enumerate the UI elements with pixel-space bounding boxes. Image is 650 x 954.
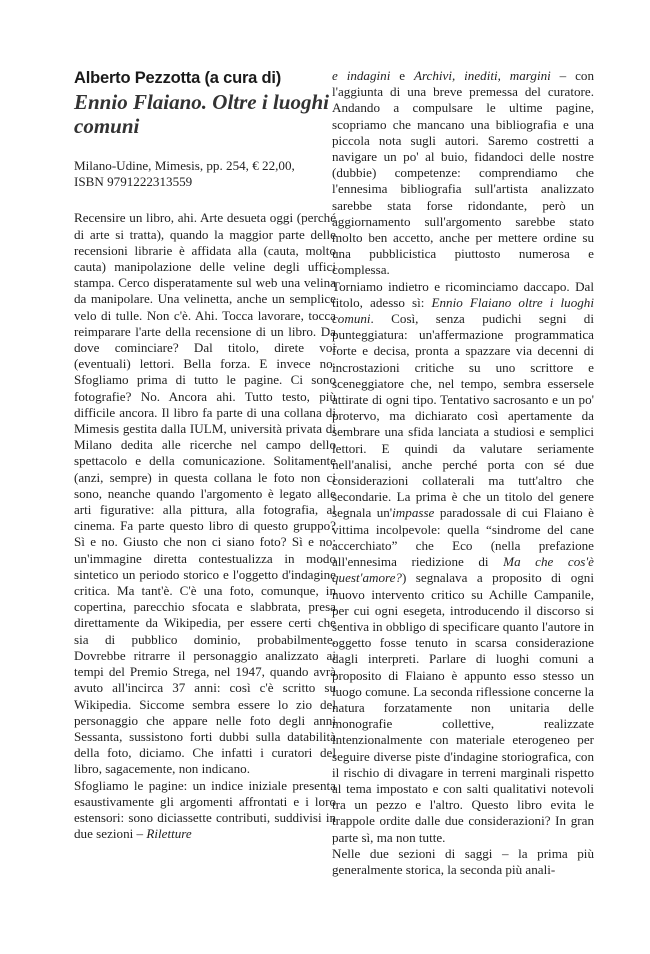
isbn-line: ISBN 9791222313559 bbox=[74, 174, 193, 190]
book-title: Ennio Flaiano. Oltre i luoghi comuni bbox=[74, 90, 329, 138]
book-author: Alberto Pezzotta (a cura di) bbox=[74, 69, 282, 87]
left-body bbox=[74, 210, 336, 842]
paragraph-4: Nelle due sezioni di saggi – la prima più generalmente storica, la seconda più anali- bbox=[332, 845, 594, 877]
impasse-term: impasse bbox=[392, 505, 435, 521]
book-title-inline: Ennio Flaiano oltre i luoghi comuni bbox=[332, 294, 594, 327]
paragraph-1: Recensire un libro, ahi. Arte desueta oggi (perché di arte si tratta), quando la maggior parte delle recensioni librarie è affidata alla (cauta, molto cauta) manipolazione delle veline degli uffici stampa. Cerco disperatamente sul web una velina da manipolare. Una velinetta, anche un semplice velo di tulle. Non c'è. Ahi. Tocca lavorare, tocca reimparare l'arte della recensione di un libro. Da dove cominciare? Dal titolo, direte voi (eventuali) lettori. Bella forza. E invece no. Sfogliamo prima di tutto le pagine. Ci sono fotografie? No. Ancora ahi. Tutto testo, più difficile ancora. Il libro fa parte di una collana di Mimesis gestita dalla IULM, università privata di Milano dedita alle ricerche nel campo dello spettacolo e della comunicazione. Solitamente (anzi, sempre) in questa collana le foto non ci sono, neanche quando l'argomento è legato alle arti figurative: alla pittura, alla fotografia, al cinema. Fa parte questo libro di questo gruppo? Sì e no. Giusto che non ci siano foto? Sì e no: un'immagine diretta contestualizza in modo sintetico un periodo storico e l'oggetto d'indagine critica. Ma tant'è. C'è una foto, comunque, in copertina, parecchio sfocata e slabbrata, presa direttamente da Wikipedia, per essere certi che sia di pubblico dominio, probabilmente. Dovrebbe ritrarre il personaggio analizzato ai tempi del Premio Strega, nel 1947, quando avrà avuto all'incirca 37 anni: così c'è scritto su Wikipedia. Siccome sembra essere lo zio del personaggio che appare nelle foto degli anni Sessanta, sussistono forti dubbi sulla databilità della foto, diciamo. Che infatti i curatori del libro, sagacemente, non indicano. bbox=[74, 210, 336, 777]
publication-info bbox=[74, 158, 336, 190]
section-title-1-cont: e indagini bbox=[332, 68, 391, 83]
publisher-line: Milano-Udine, Mimesis, pp. 254, € 22,00, bbox=[74, 158, 295, 173]
cited-title: Ma che cos'è quest'amore? bbox=[332, 554, 594, 586]
paragraph-2: Sfogliamo le pagine: un indice iniziale presenta esaustivamente gli argomenti affrontati e i loro estensori: sono diciassette contributi, suddivisi in due sezioni – Riletture bbox=[74, 777, 336, 842]
right-column bbox=[332, 68, 594, 878]
paragraph-2-continued: e indagini e Archivi, inediti, margini – con l'aggiunta di una breve premessa del curatore. Andando a compulsare le ultime pagine, scopriamo che mancano una bibliografia e una piccola nota sugli autori. Saremo costretti a navigare un po' al buio, fidandoci delle nostre (dubbie) competenze: comprendiamo che l'ennesima bibliografia sull'artista analizzato sarebbe stata forse ridondante, però un aggiornamento sull'argomento sarebbe stato molto ben accetto, anche per mettere ordine su una pubblicistica piuttosto numerosa e complessa. bbox=[332, 68, 595, 278]
paragraph-3: Torniamo indietro e ricominciamo daccapo. Dal titolo, adesso sì: Ennio Flaiano oltre i luoghi comuni. Così, senza pudichi segni di punteggiatura: un'affermazione programmatica forte e decisa, pronta a spazzare via decenni di incrostazioni critiche su uno scrittore e sceneggiatore che, nel tempo, sembra essersele attirate di ogni tipo. Tentativo sacrosanto e un po' protervo, ma dichiarato così apertamente da sembrare una sfida lanciata a studiosi e semplici lettori. E quindi da valutare seriamente nell'analisi, anche perché porta con sé due considerazioni collaterali ma tutt'altro che secondarie. La prima è che un titolo del genere segnala un'impasse paradossale di cui Flaiano è vittima incolpevole: quella “sindrome del cane accerchiato” che Eco (nella prefazione all'ennesima riedizione di Ma che cos'è quest'amore?) segnalava a proposito di ogni nuovo intervento critico su Achille Campanile, per cui ogni esegeta, introducendo il discorso si sentiva in obbligo di specificare quanto l'autore in oggetto fosse tenuto in scarsa considerazione dagli interpreti. Parlare di luoghi comuni a proposito di Flaiano è appunto esso stesso un luogo comune. La seconda riflessione concerne la natura forzatamente non unitaria delle monografie collettive, realizzate intenzionalmente con materiale eterogeneo per seguire diverse piste d'indagine storiografica, con il rischio di divagare in terreni marginali rispetto al tema impostato e con salti qualitativi notevoli tra un pezzo e l'altro. Questo libro evita le trappole ordite dalle due considerazioni? In gran parte sì, ma non tutte. bbox=[332, 278, 594, 845]
left-column bbox=[74, 68, 336, 842]
section-title-2: Archivi, inediti, margini bbox=[413, 68, 551, 83]
section-title-1: Riletture bbox=[146, 826, 192, 842]
